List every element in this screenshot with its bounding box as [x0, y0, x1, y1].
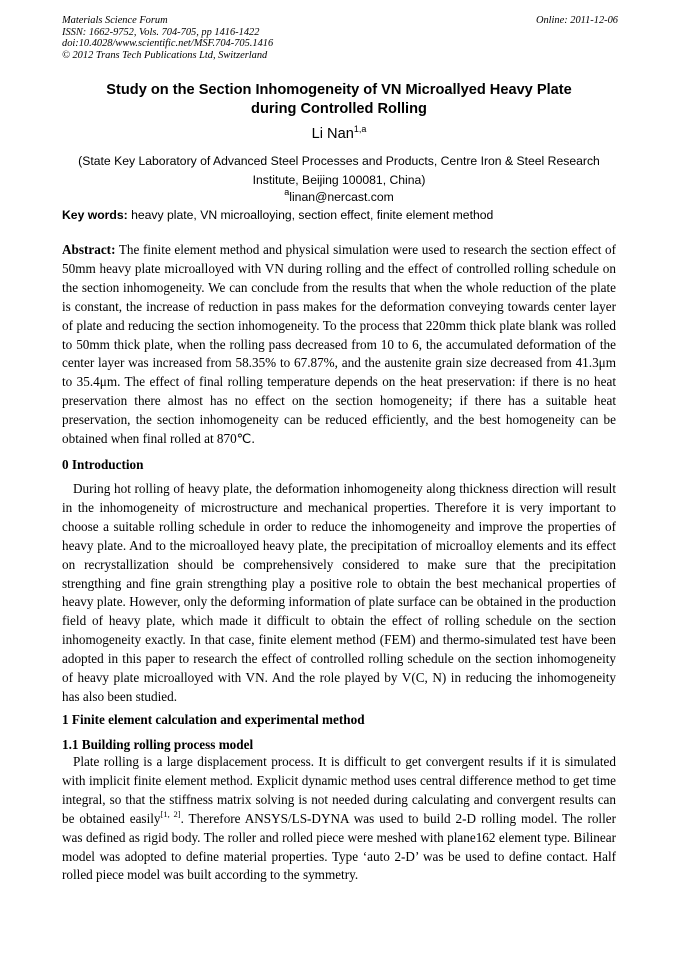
rolling-model-text-2: . Therefore ANSYS/LS-DYNA was used to build 2-D rolling model. The roller was defined as rigid body. The roller and rolled piece were meshed with plane162 element type. Bilinear model was adopted to define material properties. Type ‘auto 2-D’ was be used to define contact. Half rolled piece model was built according to the symmetry. [62, 810, 616, 883]
email-mark: a [284, 187, 290, 197]
doi-line: doi:10.4028/www.scientific.net/MSF.704-705.1416 [62, 38, 274, 49]
abstract [62, 241, 616, 449]
citation[interactable]: [1, 2] [160, 808, 181, 819]
rolling-model-paragraph [62, 753, 616, 885]
author-line [62, 125, 616, 143]
journal-header [62, 15, 618, 61]
title-line-2: during Controlled Rolling [251, 101, 427, 117]
email-address[interactable]: linan@nercast.com [289, 190, 394, 204]
journal-name: Materials Science Forum [62, 15, 168, 26]
issn-line: ISSN: 1662-9752, Vols. 704-705, pp 1416-1422 [62, 26, 260, 38]
rolling-model-text-1: Plate rolling is a large displacement process. It is difficult to get convergent results if it is simulated with implicit finite element method. Explicit dynamic method uses central difference method to get time integral, so that the stiffness matrix solving is not needed during calculating and convergent results can be obtained easily [62, 754, 616, 826]
subsection-heading-rolling-model: 1.1 Building rolling process model [62, 737, 254, 752]
abstract-label: Abstract: [62, 242, 116, 257]
online-date: Online: 2011-12-06 [535, 15, 618, 26]
affiliation-line-2: Institute, Beijing 100081, China) [252, 173, 426, 187]
introduction-paragraph: During hot rolling of heavy plate, the deformation inhomogeneity along thickness direction will result in the inhomogeneity of microstructure and mechanical properties. Therefore it is very important to choose a suitable rolling schedule in order to reduce the inhomogeneity and improve the properties of heavy plate. And to the microalloyed heavy plate, the precipitation of microalloy elements and its effect on recrystallization should be comprehensively considered to make sure that the precipitation strengthing and fine grain strengthing play a positive role to obtain the best mechanical properties of heavy plate. However, only the deforming information of plate surface can be obtained in the production field of heavy plate, which made it difficult to obtain the effect of rolling schedule on the section inhomogeneity exactly. In that case, finite element method (FEM) and thermo-simulated test have been adopted in this paper to research the effect of controlled rolling schedule on the section inhomogeneity of heavy plate microalloyed with VN. And the role played by V(C, N) in reducing the inhomogeneity has also been studied. [62, 481, 616, 704]
paper-title [62, 81, 616, 119]
keywords-text: heavy plate, VN microalloying, section effect, finite element method [127, 208, 494, 222]
keywords [62, 207, 618, 224]
author-email [62, 189, 616, 206]
keywords-label: Key words: [62, 208, 128, 222]
author-name: Li Nan [311, 126, 354, 142]
copyright-line: © 2012 Trans Tech Publications Ltd, Switzerland [62, 49, 268, 61]
section-heading-fem-method: 1 Finite element calculation and experimental method [62, 712, 365, 727]
section-heading-introduction: 0 Introduction [62, 457, 144, 472]
affiliation [62, 152, 616, 190]
title-line-1: Study on the Section Inhomogeneity of VN Microallyed Heavy Plate [106, 82, 572, 98]
abstract-text: The finite element method and physical simulation were used to research the section effect of 50mm heavy plate microalloyed with VN during rolling and the effect of controlled rolling schedule on the section inhomogeneity. We can conclude from the results that when the whole reduction of the plate is constant, the increase of reduction in pass makes for the deformation conveying towards center layer of plate and reducing the section inhomogeneity. To the process that 220mm thick plate blank was rolled to 50mm thick plate, when the rolling pass decreased from 10 to 6, the accumulated deformation of the center layer was increased from 58.35% to 67.87%, and the austenite grain size decreased from 41.3μm to 35.4μm. The effect of final rolling temperature depends on the heat preservation: if there is no heat preservation there almost has no effect on the section homogeneity; if there has a suitable heat preservation, the section inhomogeneity can be reduced efficiently, and the best homogeneity can be obtained when final rolled at 870℃. [62, 242, 616, 447]
affiliation-line-1: (State Key Laboratory of Advanced Steel Processes and Products, Centre Iron & Steel Research [78, 154, 600, 168]
author-affiliation-mark: 1,a [353, 124, 367, 134]
